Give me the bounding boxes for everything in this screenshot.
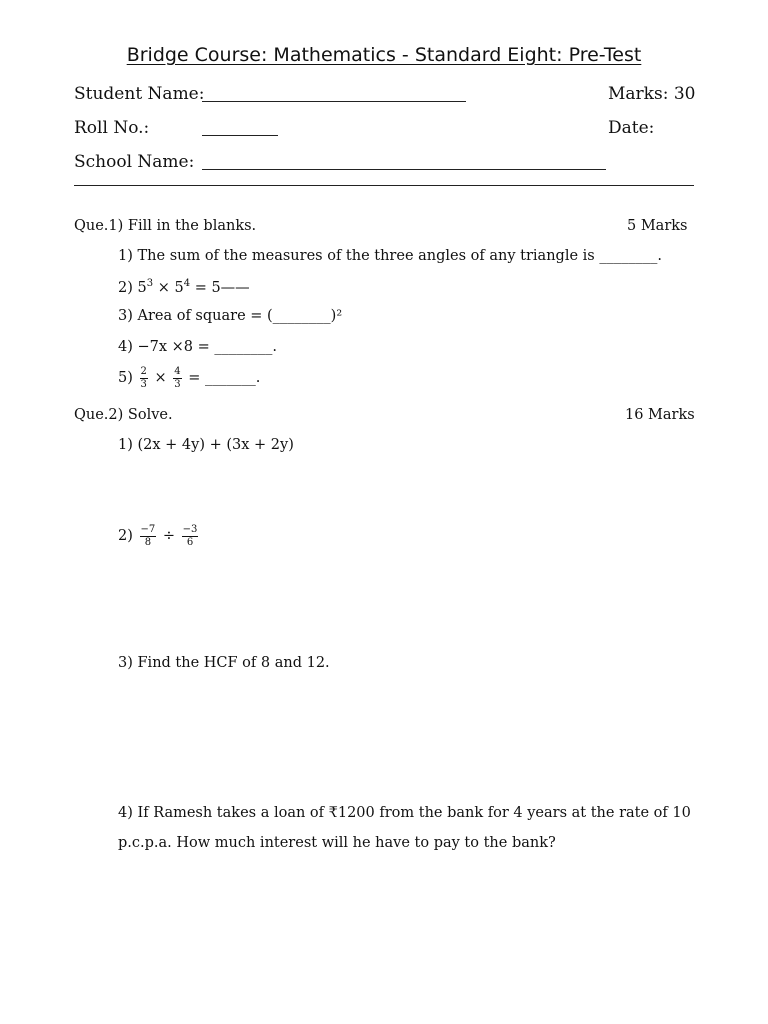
header-divider — [74, 185, 694, 186]
q1-item-5-fraction-1 — [140, 366, 148, 390]
marks-total: Marks: 30 — [608, 84, 696, 104]
roll-no-blank — [202, 135, 278, 136]
q1-item-3: 3) Area of square = (________)² — [118, 308, 343, 324]
q1-item-2-base1: 5 — [137, 279, 147, 296]
q2-heading: Que.2) Solve. — [74, 407, 173, 423]
q1-item-1: 1) The sum of the measures of the three angles of any triangle is ________. — [118, 248, 662, 264]
q1-item-2-base2: 5 — [174, 279, 184, 296]
q2-item-2 — [118, 524, 200, 548]
q2-item-2-fraction-1 — [140, 524, 157, 548]
q2-item-3: 3) Find the HCF of 8 and 12. — [118, 655, 330, 671]
q1-item-2-prefix: 2) — [118, 279, 138, 296]
q1-item-5-times: × — [149, 370, 172, 386]
fraction-denominator: 3 — [140, 378, 147, 390]
fraction-denominator: 6 — [186, 536, 194, 548]
q2-item-4-line-2: p.c.p.a. How much interest will he have to pay to the bank? — [118, 835, 556, 851]
q1-marks: 5 Marks — [627, 218, 688, 234]
fraction-denominator: 8 — [144, 536, 152, 548]
fraction-numerator: −3 — [182, 524, 198, 535]
school-name-blank — [202, 169, 606, 170]
q1-item-2 — [118, 278, 250, 296]
q1-heading: Que.1) Fill in the blanks. — [74, 218, 257, 234]
fraction-denominator: 3 — [174, 378, 181, 390]
page-title: Bridge Course: Mathematics - Standard Eight: Pre-Test — [126, 44, 642, 66]
q1-item-5-prefix: 5) — [118, 370, 138, 386]
q2-item-2-fraction-2 — [182, 524, 199, 548]
q2-marks: 16 Marks — [625, 407, 695, 423]
q1-item-5 — [118, 366, 260, 390]
roll-no-label: Roll No.: — [74, 118, 150, 138]
q1-item-2-exp2: 4 — [183, 278, 191, 289]
school-name-label: School Name: — [74, 152, 195, 172]
fraction-numerator: −7 — [140, 524, 156, 535]
q1-item-2-times: × — [153, 279, 175, 296]
q1-item-2-rest: = 5—— — [190, 279, 250, 296]
q1-item-5-fraction-2 — [173, 366, 181, 390]
fraction-numerator: 4 — [174, 366, 181, 377]
q1-item-2-exp1: 3 — [146, 278, 154, 289]
q2-item-2-prefix: 2) — [118, 528, 138, 544]
date-label: Date: — [608, 118, 655, 138]
q2-item-1: 1) (2x + 4y) + (3x + 2y) — [118, 437, 294, 453]
fraction-numerator: 2 — [140, 366, 147, 377]
q2-item-4-line-1: 4) If Ramesh takes a loan of ₹1200 from the bank for 4 years at the rate of 10 — [118, 805, 691, 821]
student-name-blank — [202, 101, 466, 102]
q1-item-4: 4) −7x ×8 = ________. — [118, 339, 278, 355]
q1-item-5-rest: = _______. — [183, 370, 261, 386]
q2-item-2-divide: ÷ — [158, 528, 180, 544]
student-name-label: Student Name: — [74, 84, 205, 104]
